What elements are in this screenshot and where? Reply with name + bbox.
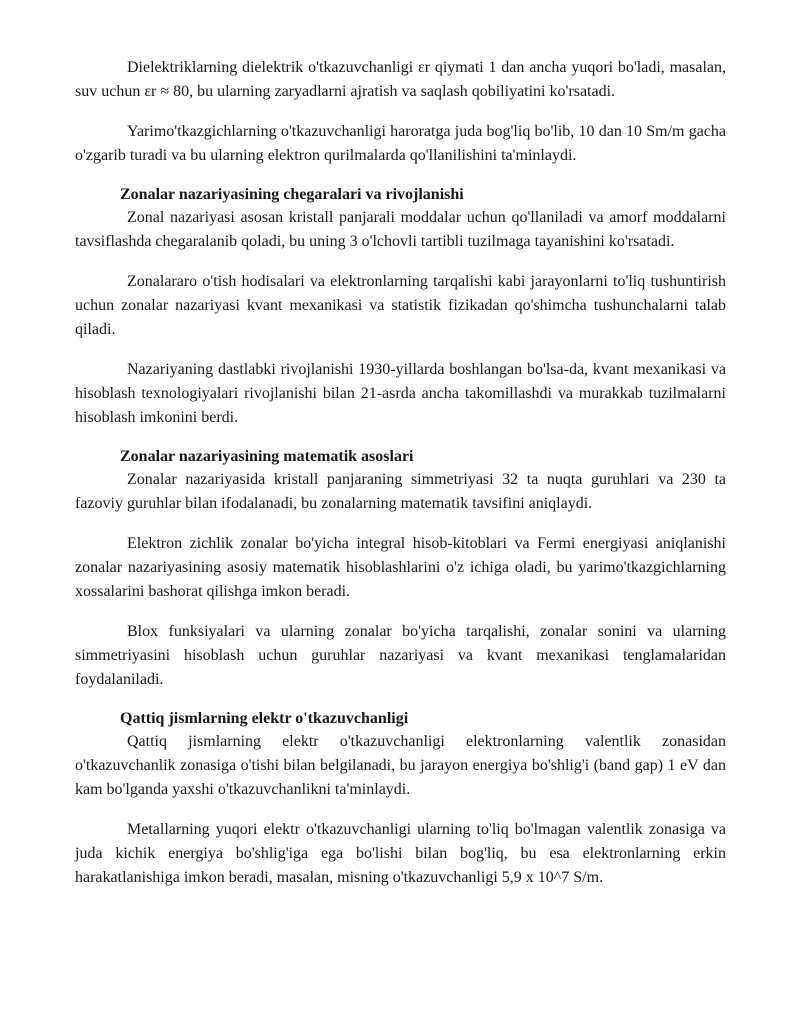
paragraph-dielectrics: Dielektriklarning dielektrik o'tkazuvchanligi εr qiymati 1 dan ancha yuqori bo'ladi, masalan, suv uchun εr ≈ 80, bu ularning zaryadlarni ajratish va saqlash qobiliyatini ko'rsatadi. (75, 59, 726, 100)
paragraph-limits-3: Nazariyaning dastlabki rivojlanishi 1930-yillarda boshlangan bo'lsa-da, kvant mexanikasi va hisoblash texnologiyalari rivojlanishi bilan 21-asrda ancha takomillashdi va murakkab tuzilmalarni hisoblash imkonini berdi. (75, 361, 726, 426)
section-heading-conductivity: Qattiq jismlarning elektr o'tkazuvchanligi (120, 710, 409, 727)
section-heading-limits: Zonalar nazariyasining chegaralari va rivojlanishi (120, 186, 464, 203)
paragraph-math-2: Elektron zichlik zonalar bo'yicha integral hisob-kitoblari va Fermi energiyasi aniqlanishi zonalar nazariyasining asosiy matematik hisoblashlarini o'z ichiga oladi, bu yarimo'tkazgichlarning xossalarini bashorat qilishga imkon beradi. (75, 535, 726, 600)
paragraph-limits-2: Zonalararo o'tish hodisalari va elektronlarning tarqalishi kabi jarayonlarni to'liq tushuntirish uchun zonalar nazariyasi kvant mexanikasi va statistik fizikadan qo'shimcha tushunchalarni talab qiladi. (75, 273, 726, 338)
paragraph-math-1: Zonalar nazariyasida kristall panjaraning simmetriyasi 32 ta nuqta guruhlari va 230 ta fazoviy guruhlar bilan ifodalanadi, bu zonalarning matematik tavsifini aniqlaydi. (75, 471, 726, 512)
paragraph-conductivity-1: Qattiq jismlarning elektr o'tkazuvchanligi elektronlarning valentlik zonasidan o'tkazuvchanlik zonasiga o'tishi bilan belgilanadi, bu jarayon energiya bo'shlig'i (band gap) 1 eV dan kam bo'lganda yaxshi o'tkazuvchanlikni ta'minlaydi. (75, 733, 726, 798)
paragraph-conductivity-2: Metallarning yuqori elektr o'tkazuvchanligi ularning to'liq bo'lmagan valentlik zonasiga va juda kichik energiya bo'shlig'iga ega bo'lishi bilan bog'liq, bu esa elektronlarning erkin harakatlanishiga imkon beradi, masalan, misning o'tkazuvchanligi 5,9 x 10^7 S/m. (75, 821, 726, 886)
section-heading-math: Zonalar nazariyasining matematik asoslari (120, 448, 414, 465)
document-page (75, 56, 726, 890)
paragraph-semiconductors: Yarimo'tkazgichlarning o'tkazuvchanligi haroratga juda bog'liq bo'lib, 10 dan 10 Sm/m gacha o'zgarib turadi va bu ularning elektron qurilmalarda qo'llanilishini ta'minlaydi. (75, 123, 726, 164)
paragraph-math-3: Blox funksiyalari va ularning zonalar bo'yicha tarqalishi, zonalar sonini va ularning simmetriyasini hisoblash uchun guruhlar nazariyasi va kvant mexanikasi tenglamalaridan foydalaniladi. (75, 623, 726, 688)
paragraph-limits-1: Zonal nazariyasi asosan kristall panjarali moddalar uchun qo'llaniladi va amorf moddalarni tavsiflashda chegaralanib qoladi, bu uning 3 o'lchovli tartibli tuzilmaga tayanishini ko'rsatadi. (75, 209, 726, 250)
